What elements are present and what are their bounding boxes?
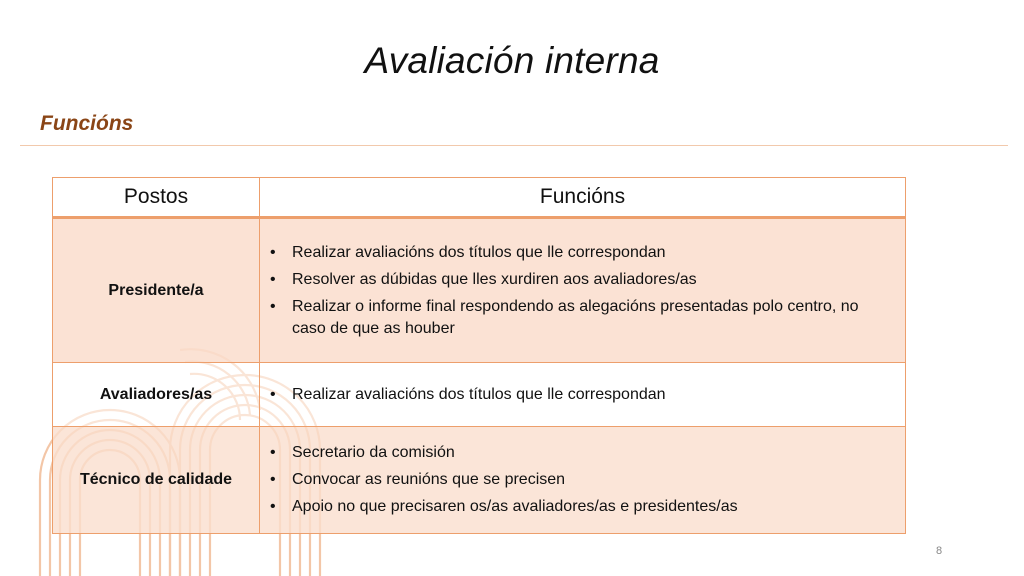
section-subtitle: Funcións <box>40 112 134 135</box>
table-row <box>53 363 906 427</box>
functions-list <box>260 427 905 533</box>
functions-cell <box>260 427 906 534</box>
list-item: • Realizar avaliacións dos títulos que lle correspondan <box>270 242 893 264</box>
post-cell: Técnico de calidade <box>53 427 260 534</box>
header-postos: Postos <box>53 178 260 218</box>
page-number: 8 <box>936 545 943 557</box>
header-funcions: Funcións <box>260 178 906 218</box>
functions-cell <box>260 218 906 363</box>
functions-list <box>260 369 905 421</box>
header-divider <box>20 145 1008 146</box>
list-item: • Secretario da comisión <box>270 442 893 464</box>
table-row <box>53 218 906 363</box>
post-cell: Avaliadores/as <box>53 363 260 427</box>
table-row <box>53 427 906 534</box>
table-header-row <box>53 178 906 218</box>
list-item: • Realizar avaliacións dos títulos que lle correspondan <box>270 384 893 406</box>
list-item: • Apoio no que precisaren os/as avaliadores/as e presidentes/as <box>270 496 893 518</box>
list-item: • Resolver as dúbidas que lles xurdiren aos avaliadores/as <box>270 269 893 291</box>
list-item: • Convocar as reunións que se precisen <box>270 469 893 491</box>
list-item: • Realizar o informe final respondendo as alegacións presentadas polo centro, no caso de que as houber <box>270 296 893 340</box>
functions-cell <box>260 363 906 427</box>
slide-title: Avaliación interna <box>364 40 660 81</box>
post-cell: Presidente/a <box>53 218 260 363</box>
functions-table <box>52 177 906 534</box>
functions-list <box>260 227 905 355</box>
